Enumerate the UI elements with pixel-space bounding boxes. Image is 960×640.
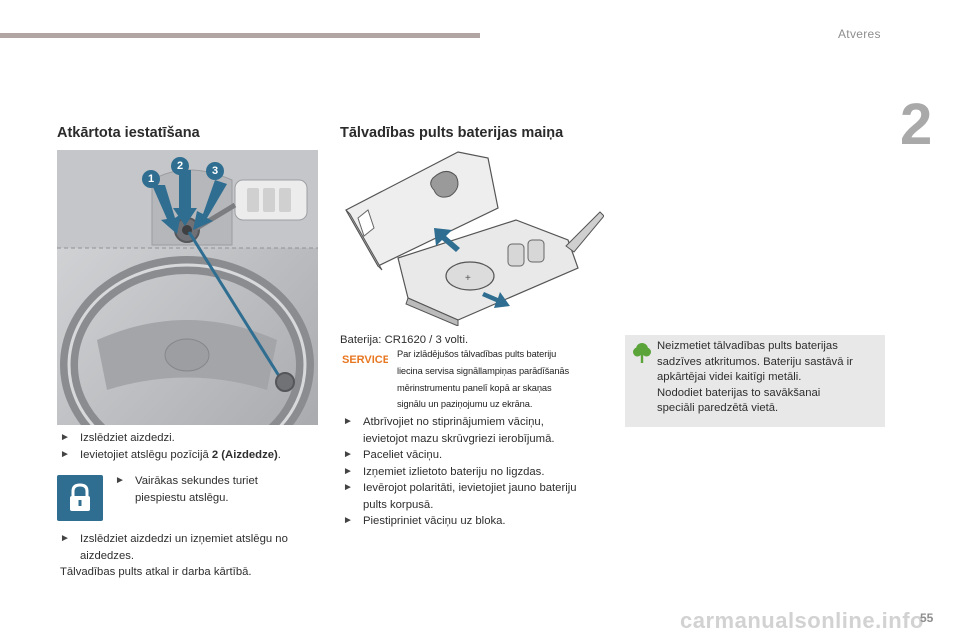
remove-key-step: ► Izslēdziet aizdedzi un izņemiet atslēgu no aizdedzes. Tālvadības pults atkal ir darba kārtībā. xyxy=(60,531,330,581)
svg-text:+: + xyxy=(465,273,471,284)
reset-result: Tālvadības pults atkal ir darba kārtībā. xyxy=(60,566,252,578)
environment-note-text: Neizmetiet tālvadības pults baterijas sadzīves atkritumos. Bateriju sastāvā ir apkārtējai videi kaitīgi metāli. Nododiet baterijas to savākšanai speciāli paredzētā vietā. xyxy=(657,340,853,415)
watermark: carmanualsonline.info xyxy=(680,608,924,633)
battery-step-1: ► Atbrīvojiet no stiprinājumiem vāciņu, ievietojot mazu skrūvgriezi ierobījumā. xyxy=(343,416,555,445)
bullet-icon: ► xyxy=(115,475,125,486)
battery-step-3: ► Izņemiet izlietoto bateriju no ligzdas. xyxy=(343,464,618,481)
battery-step-2: ► Paceliet vāciņu. xyxy=(343,447,618,464)
battery-spec: Baterija: CR1620 / 3 volti. xyxy=(340,334,469,346)
bullet-icon: ► xyxy=(343,482,353,493)
battery-steps xyxy=(343,414,618,530)
ignition-photo xyxy=(57,150,318,425)
callout-2: 2 xyxy=(171,157,189,175)
eco-tree-icon xyxy=(633,342,651,364)
step-ignition-off: ► Izslēdziet aizdedzi. xyxy=(60,430,330,447)
page-number: 55 xyxy=(920,611,934,625)
lock-icon xyxy=(57,475,103,521)
battery-title: Tālvadības pults baterijas maiņa xyxy=(340,125,564,141)
bullet-icon: ► xyxy=(343,416,353,427)
service-badge-text: SERVICE xyxy=(342,354,388,366)
reset-steps xyxy=(60,430,330,463)
reset-title: Atkārtota iestatīšana xyxy=(57,125,200,141)
bullet-icon: ► xyxy=(60,448,70,460)
service-badge xyxy=(340,352,388,366)
section-label: Atveres xyxy=(838,27,881,41)
callout-3: 3 xyxy=(206,162,224,180)
bullet-icon: ► xyxy=(343,465,353,477)
bullet-icon: ► xyxy=(343,449,353,460)
bullet-icon: ► xyxy=(60,432,70,443)
service-warning: Par izlādējušos tālvadības pults bateriju liecina servisa signāllampiņas parādīšanās mērinstrumentu panelī kopā ar skaņas signālu un paziņojumu uz ekrāna. xyxy=(397,349,570,410)
bullet-icon: ► xyxy=(343,515,353,526)
callout-1: 1 xyxy=(142,170,160,188)
hold-key-step: ► Vairākas sekundes turiet piespiestu atslēgu. xyxy=(115,475,258,504)
chapter-number: 2 xyxy=(900,92,933,157)
bullet-icon: ► xyxy=(60,533,70,544)
header-bar xyxy=(0,33,480,38)
step-insert-key: ► Ievietojiet atslēgu pozīcijā 2 (Aizdedze). xyxy=(60,447,330,464)
battery-step-4: ► Ievērojot polaritāti, ievietojiet jauno bateriju pults korpusā. xyxy=(343,482,577,511)
key-battery-illustration xyxy=(338,148,604,326)
battery-step-5: ► Piestipriniet vāciņu uz bloka. xyxy=(343,513,618,530)
